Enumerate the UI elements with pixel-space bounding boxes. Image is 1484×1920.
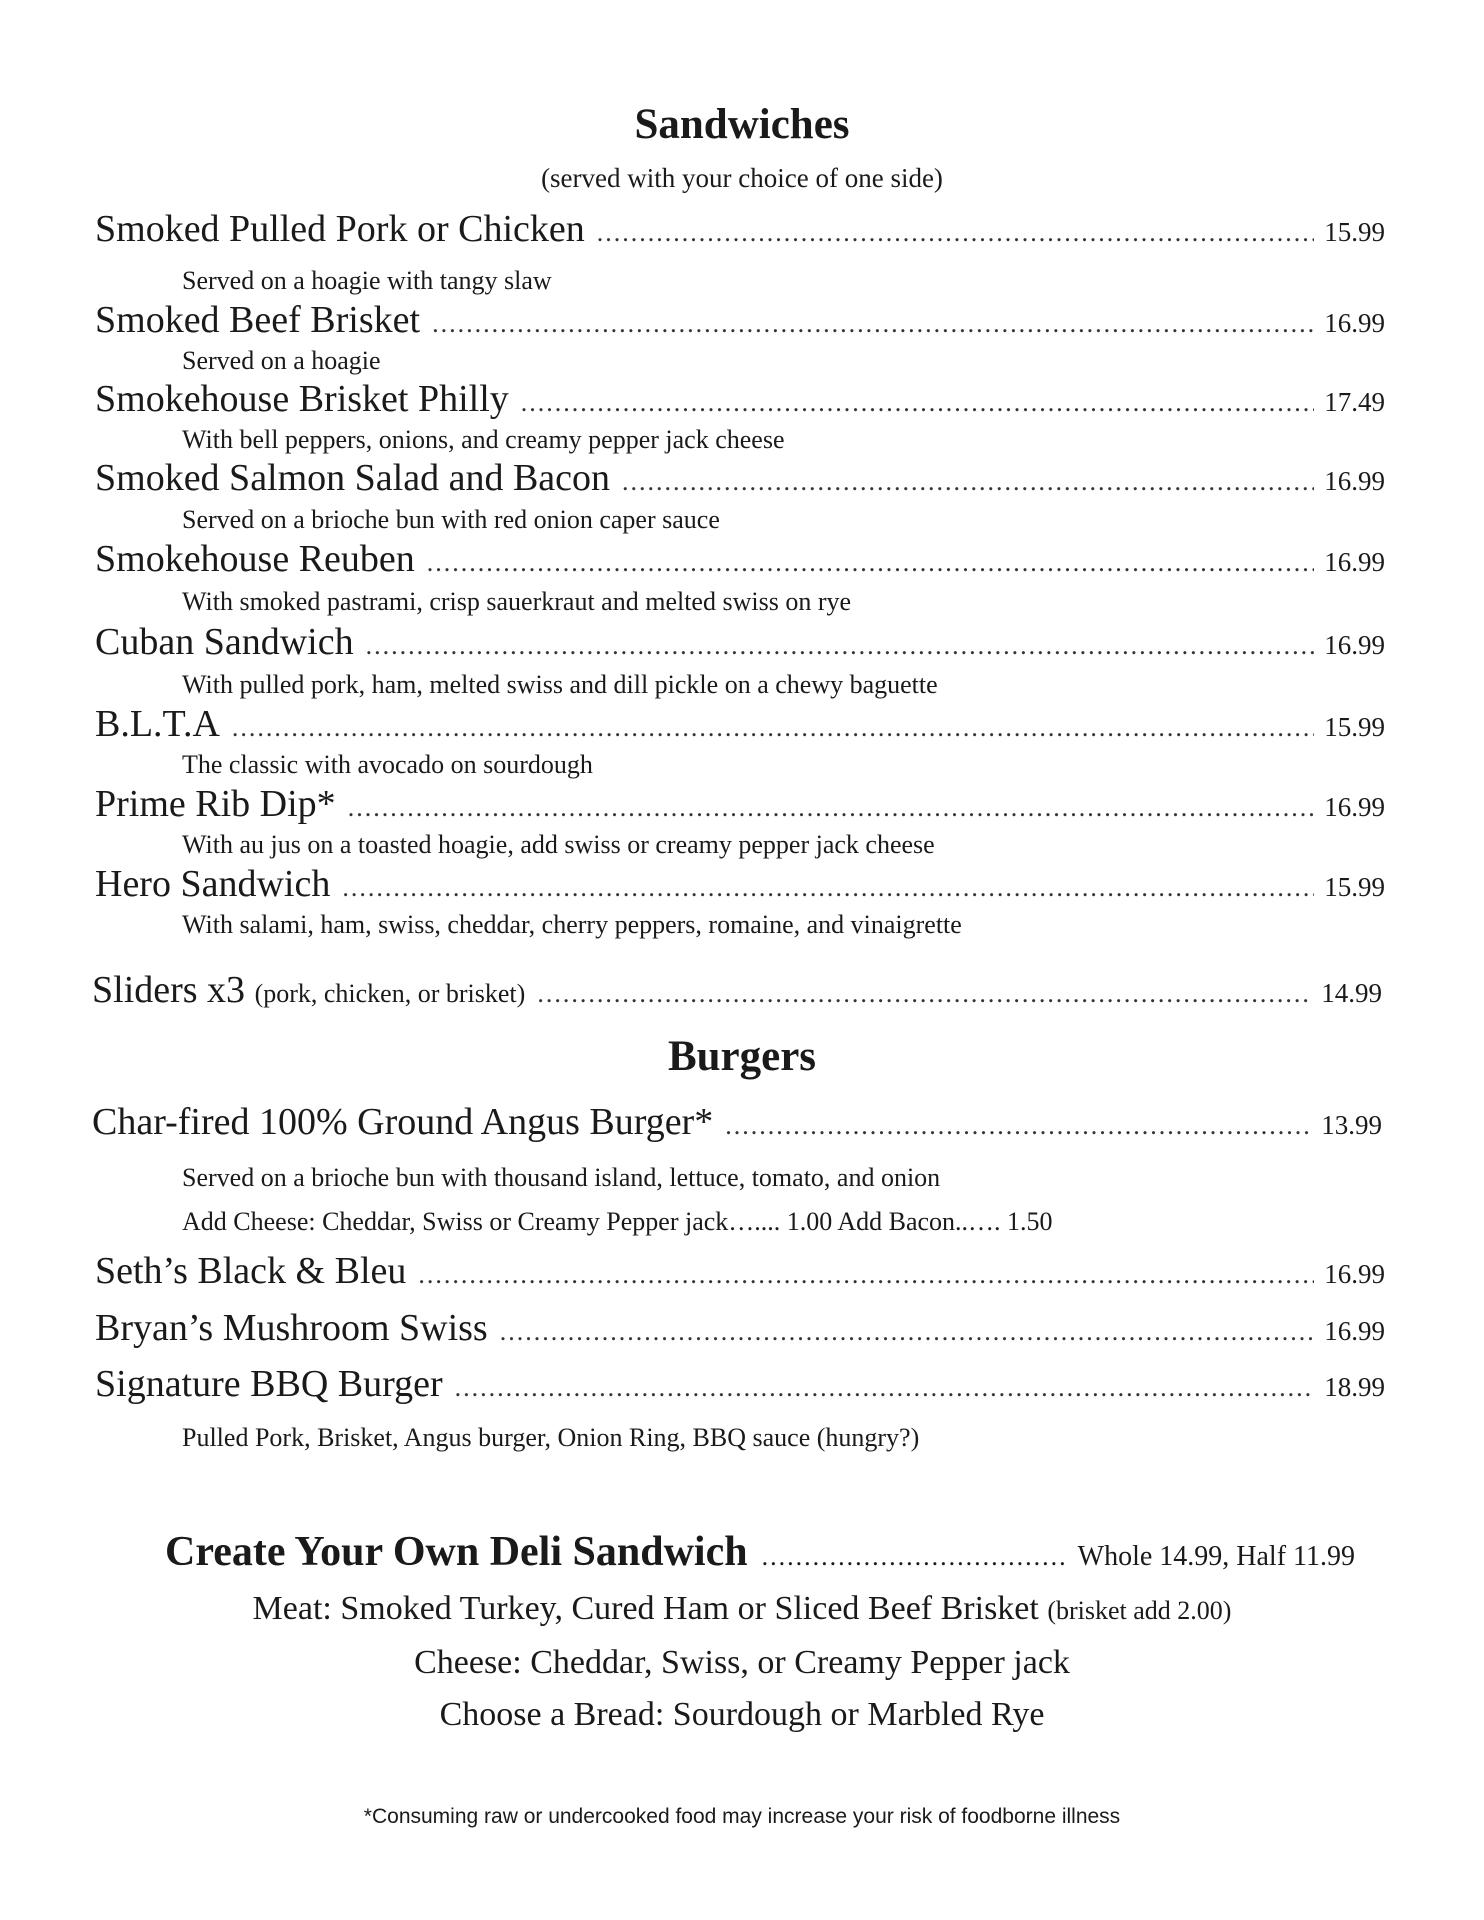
deli-title: Create Your Own Deli Sandwich <box>165 1529 748 1575</box>
leader-dots <box>762 1542 1068 1572</box>
item-name: Bryan’s Mushroom Swiss <box>95 1307 488 1349</box>
item-description: The classic with avocado on sourdough <box>182 750 593 779</box>
deli-bread: Choose a Bread: Sourdough or Marbled Rye <box>439 1696 1045 1733</box>
leader-dots <box>537 979 1311 1009</box>
item-name: Smoked Pulled Pork or Chicken <box>95 208 585 250</box>
deli-price: Whole 14.99, Half 11.99 <box>1077 1541 1355 1572</box>
footnote: *Consuming raw or undercooked food may increase your risk of foodborne illness <box>363 1805 1121 1828</box>
item-price: 13.99 <box>1321 1110 1382 1140</box>
item-addon: Add Cheese: Cheddar, Swiss or Creamy Pepper jack….... 1.00 Add Bacon..…. 1.50 <box>182 1207 1053 1236</box>
menu-item <box>95 782 1385 832</box>
item-price: 16.99 <box>1324 1259 1385 1289</box>
sandwiches-title: Sandwiches <box>634 101 850 148</box>
item-price: 16.99 <box>1324 1316 1385 1346</box>
leader-dots <box>521 388 1314 418</box>
item-price: 15.99 <box>1324 872 1385 902</box>
deli-header <box>165 1528 1355 1584</box>
item-description: Served on a brioche bun with thousand island, lettuce, tomato, and onion <box>182 1163 941 1192</box>
menu-item <box>95 207 1385 257</box>
item-price: 15.99 <box>1324 217 1385 247</box>
item-name: B.L.T.A <box>95 703 220 745</box>
menu-item <box>95 1362 1385 1412</box>
item-name: Smokehouse Reuben <box>95 538 415 580</box>
menu-item <box>95 1249 1385 1299</box>
deli-cheese: Cheese: Cheddar, Swiss, or Creamy Pepper jack <box>414 1644 1070 1681</box>
menu-item <box>95 1306 1385 1356</box>
item-price: 16.99 <box>1324 547 1385 577</box>
menu-item <box>95 862 1385 912</box>
deli-meat-note: (brisket add 2.00) <box>1047 1596 1232 1625</box>
burgers-title: Burgers <box>667 1033 817 1080</box>
leader-dots <box>427 548 1314 578</box>
item-name: Signature BBQ Burger <box>95 1363 443 1405</box>
leader-dots <box>418 1260 1314 1290</box>
deli-meat <box>0 1590 1484 1628</box>
item-name: Prime Rib Dip* <box>95 783 336 825</box>
leader-dots <box>500 1317 1315 1347</box>
leader-dots <box>725 1111 1311 1141</box>
leader-dots <box>455 1373 1315 1403</box>
item-description: Pulled Pork, Brisket, Angus burger, Onion Ring, BBQ sauce (hungry?) <box>182 1423 920 1452</box>
item-name: Cuban Sandwich <box>95 621 354 663</box>
item-name <box>92 968 525 1012</box>
item-price: 16.99 <box>1324 630 1385 660</box>
menu-item-sliders <box>92 968 1382 1018</box>
menu-item <box>95 702 1385 752</box>
sandwiches-subtitle: (served with your choice of one side) <box>541 163 943 193</box>
item-description: Served on a hoagie <box>182 346 381 375</box>
menu-item <box>95 377 1385 427</box>
item-price: 15.99 <box>1324 712 1385 742</box>
item-description: With smoked pastrami, crisp sauerkraut and melted swiss on rye <box>182 587 852 616</box>
item-name: Seth’s Black & Bleu <box>95 1250 407 1292</box>
item-price: 14.99 <box>1321 978 1382 1008</box>
menu-item <box>95 298 1385 348</box>
item-description: With au jus on a toasted hoagie, add swiss or creamy pepper jack cheese <box>182 830 935 859</box>
item-price: 18.99 <box>1324 1372 1385 1402</box>
leader-dots <box>366 631 1315 661</box>
item-description: With bell peppers, onions, and creamy pepper jack cheese <box>182 425 785 454</box>
item-price: 16.99 <box>1324 466 1385 496</box>
item-description: With pulled pork, ham, melted swiss and dill pickle on a chewy baguette <box>182 670 938 699</box>
item-name: Smoked Salmon Salad and Bacon <box>95 457 611 499</box>
leader-dots <box>597 218 1314 248</box>
item-description: With salami, ham, swiss, cheddar, cherry peppers, romaine, and vinaigrette <box>182 910 962 939</box>
menu-item <box>95 620 1385 670</box>
item-name: Hero Sandwich <box>95 863 331 905</box>
item-name: Smokehouse Brisket Philly <box>95 378 509 420</box>
leader-dots <box>232 713 1314 743</box>
leader-dots <box>432 309 1314 339</box>
sliders-name: Sliders x3 <box>92 969 246 1011</box>
item-description: Served on a brioche bun with red onion caper sauce <box>182 505 720 534</box>
menu-item <box>92 1100 1382 1150</box>
item-name: Char-fired 100% Ground Angus Burger* <box>92 1101 714 1143</box>
deli-meat-text: Meat: Smoked Turkey, Cured Ham or Sliced Beef Brisket <box>252 1590 1039 1627</box>
item-price: 16.99 <box>1324 308 1385 338</box>
menu-item <box>95 456 1385 506</box>
sliders-note: (pork, chicken, or brisket) <box>254 979 526 1008</box>
leader-dots <box>348 793 1315 823</box>
item-description: Served on a hoagie with tangy slaw <box>182 266 552 295</box>
menu-item <box>95 537 1385 587</box>
item-name: Smoked Beef Brisket <box>95 299 421 341</box>
item-price: 16.99 <box>1324 792 1385 822</box>
leader-dots <box>622 467 1314 497</box>
item-price: 17.49 <box>1324 387 1385 417</box>
leader-dots <box>342 873 1314 903</box>
